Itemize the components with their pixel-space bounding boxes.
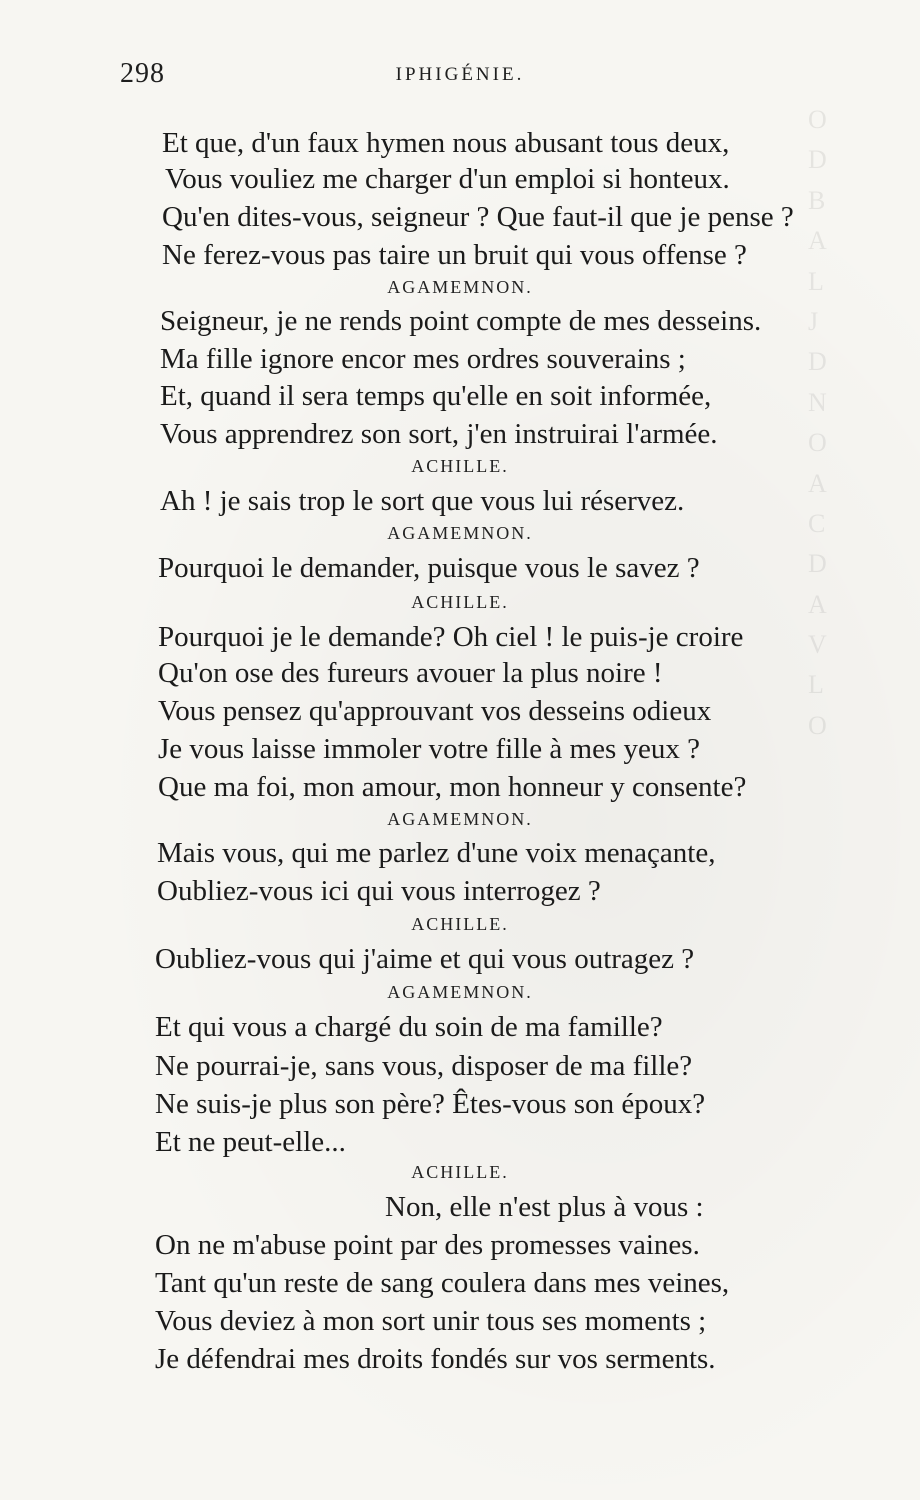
verse-line: Ne pourrai-je, sans vous, disposer de ma fille? bbox=[155, 1050, 693, 1082]
speaker-name: AGAMEMNON. bbox=[387, 809, 533, 829]
speaker-name: ACHILLE. bbox=[411, 456, 509, 476]
verse-line: On ne m'abuse point par des promesses vaines. bbox=[155, 1229, 700, 1261]
verse-line: Ne suis-je plus son père? Êtes-vous son époux? bbox=[155, 1088, 706, 1120]
bleed-through-shadow: O D B A L J D N O A C D A V L O bbox=[808, 105, 827, 740]
speaker-name: ACHILLE. bbox=[411, 592, 509, 612]
verse-line: Tant qu'un reste de sang coulera dans mes veines, bbox=[155, 1267, 730, 1299]
verse-line: Je vous laisse immoler votre fille à mes yeux ? bbox=[158, 733, 700, 765]
verse-line: Ma fille ignore encor mes ordres souverains ; bbox=[160, 343, 686, 375]
page-number: 298 bbox=[120, 58, 165, 89]
verse-line: Et que, d'un faux hymen nous abusant tous deux, bbox=[162, 127, 730, 159]
verse-line: Et, quand il sera temps qu'elle en soit informée, bbox=[160, 380, 712, 412]
verse-line: Pourquoi je le demande? Oh ciel ! le puis-je croire bbox=[158, 621, 744, 653]
verse-line: Pourquoi le demander, puisque vous le savez ? bbox=[158, 552, 700, 584]
verse-line: Et qui vous a chargé du soin de ma famille? bbox=[155, 1011, 663, 1043]
speaker-name: ACHILLE. bbox=[411, 914, 509, 934]
verse-line: Vous apprendrez son sort, j'en instruirai l'armée. bbox=[160, 418, 718, 450]
verse-line: Qu'en dites-vous, seigneur ? Que faut-il que je pense ? bbox=[162, 201, 794, 233]
verse-line: Vous vouliez me charger d'un emploi si honteux. bbox=[165, 163, 730, 195]
verse-line: Qu'on ose des fureurs avouer la plus noire ! bbox=[158, 657, 663, 689]
verse-line: Mais vous, qui me parlez d'une voix menaçante, bbox=[157, 837, 716, 869]
verse-line: Vous deviez à mon sort unir tous ses moments ; bbox=[155, 1305, 707, 1337]
verse-line: Seigneur, je ne rends point compte de mes desseins. bbox=[160, 305, 762, 337]
verse-line: Que ma foi, mon amour, mon honneur y consente? bbox=[158, 771, 747, 803]
verse-line: Je défendrai mes droits fondés sur vos serments. bbox=[155, 1343, 716, 1375]
speaker-name: AGAMEMNON. bbox=[387, 982, 533, 1002]
verse-line: Vous pensez qu'approuvant vos desseins odieux bbox=[158, 695, 712, 727]
verse-line: Ne ferez-vous pas taire un bruit qui vous offense ? bbox=[162, 239, 747, 271]
running-title: IPHIGÉNIE. bbox=[395, 64, 525, 85]
speaker-name: AGAMEMNON. bbox=[387, 523, 533, 543]
verse-line: Ah ! je sais trop le sort que vous lui réservez. bbox=[160, 485, 685, 517]
verse-line: Oubliez-vous ici qui vous interrogez ? bbox=[157, 875, 601, 907]
speaker-name: ACHILLE. bbox=[411, 1162, 509, 1182]
speaker-name: AGAMEMNON. bbox=[387, 277, 533, 297]
verse-line: Et ne peut-elle... bbox=[155, 1126, 346, 1158]
verse-line: Oubliez-vous qui j'aime et qui vous outragez ? bbox=[155, 943, 695, 975]
verse-line: Non, elle n'est plus à vous : bbox=[385, 1191, 704, 1223]
